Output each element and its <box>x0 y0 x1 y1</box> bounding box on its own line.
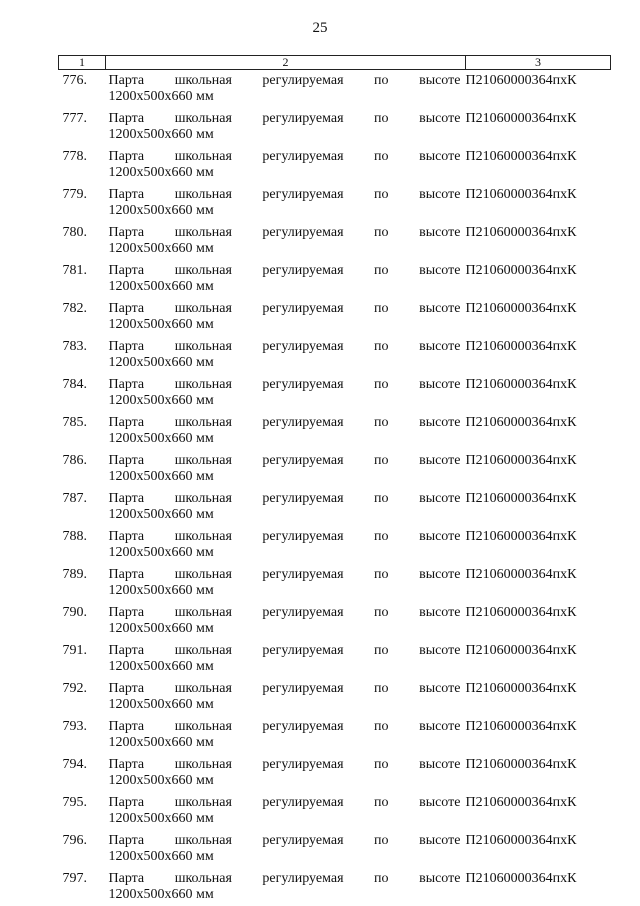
table-row <box>59 184 611 222</box>
item-name-word: по <box>374 643 389 659</box>
item-size: 1200х500х660 мм <box>106 469 466 485</box>
item-size: 1200х500х660 мм <box>106 393 466 409</box>
item-name-word: Парта <box>109 833 145 849</box>
table-row <box>59 374 611 412</box>
item-name-word: регулируемая <box>262 491 343 507</box>
item-size: 1200х500х660 мм <box>106 545 466 561</box>
item-name-line <box>106 643 461 659</box>
item-name-cell <box>106 336 466 374</box>
item-name-word: регулируемая <box>262 225 343 241</box>
item-name-line <box>106 757 461 773</box>
item-size: 1200х500х660 мм <box>106 849 466 865</box>
item-code: П21060000364пхК <box>466 298 611 336</box>
item-name-cell <box>106 792 466 830</box>
table-row <box>59 298 611 336</box>
item-name-cell <box>106 488 466 526</box>
item-size: 1200х500х660 мм <box>106 89 466 105</box>
item-code: П21060000364пхК <box>466 830 611 868</box>
item-size: 1200х500х660 мм <box>106 621 466 637</box>
row-number: 792. <box>59 678 106 716</box>
row-number: 784. <box>59 374 106 412</box>
row-number: 789. <box>59 564 106 602</box>
item-name-word: школьная <box>175 757 232 773</box>
item-name-word: Парта <box>109 453 145 469</box>
item-name-word: высоте <box>419 529 460 545</box>
item-code: П21060000364пхК <box>466 602 611 640</box>
item-name-word: Парта <box>109 529 145 545</box>
item-code: П21060000364пхК <box>466 678 611 716</box>
item-size: 1200х500х660 мм <box>106 507 466 523</box>
item-name-word: Парта <box>109 111 145 127</box>
item-code: П21060000364пхК <box>466 526 611 564</box>
row-number: 781. <box>59 260 106 298</box>
table-row <box>59 754 611 792</box>
item-name-word: по <box>374 263 389 279</box>
item-name-word: по <box>374 339 389 355</box>
item-name-cell <box>106 108 466 146</box>
item-name-word: по <box>374 871 389 887</box>
item-name-word: регулируемая <box>262 453 343 469</box>
item-code: П21060000364пхК <box>466 450 611 488</box>
item-name-word: высоте <box>419 187 460 203</box>
item-name-word: школьная <box>175 149 232 165</box>
item-name-cell <box>106 830 466 868</box>
item-name-word: по <box>374 605 389 621</box>
table-row <box>59 336 611 374</box>
item-name-word: по <box>374 415 389 431</box>
item-name-word: высоте <box>419 757 460 773</box>
item-code: П21060000364пхК <box>466 222 611 260</box>
item-code: П21060000364пхК <box>466 868 611 906</box>
item-name-word: высоте <box>419 719 460 735</box>
item-name-word: Парта <box>109 795 145 811</box>
item-name-word: Парта <box>109 491 145 507</box>
item-code: П21060000364пхК <box>466 260 611 298</box>
item-name-cell <box>106 184 466 222</box>
item-name-word: школьная <box>175 453 232 469</box>
row-number: 788. <box>59 526 106 564</box>
item-name-word: регулируемая <box>262 187 343 203</box>
table-row <box>59 602 611 640</box>
item-size: 1200х500х660 мм <box>106 773 466 789</box>
item-name-cell <box>106 146 466 184</box>
row-number: 780. <box>59 222 106 260</box>
table-row <box>59 564 611 602</box>
item-name-word: регулируемая <box>262 605 343 621</box>
item-name-word: высоте <box>419 643 460 659</box>
item-name-cell <box>106 70 466 109</box>
item-name-cell <box>106 716 466 754</box>
row-number: 791. <box>59 640 106 678</box>
row-number: 797. <box>59 868 106 906</box>
item-name-cell <box>106 412 466 450</box>
item-name-word: регулируемая <box>262 795 343 811</box>
item-name-word: по <box>374 73 389 89</box>
table-row <box>59 716 611 754</box>
item-name-word: школьная <box>175 833 232 849</box>
item-name-word: высоте <box>419 301 460 317</box>
item-name-word: по <box>374 567 389 583</box>
item-name-word: школьная <box>175 871 232 887</box>
table-row <box>59 70 611 109</box>
item-name-word: по <box>374 453 389 469</box>
item-name-word: по <box>374 795 389 811</box>
item-name-word: регулируемая <box>262 339 343 355</box>
item-name-line <box>106 111 461 127</box>
item-name-word: Парта <box>109 643 145 659</box>
item-name-word: школьная <box>175 795 232 811</box>
row-number: 795. <box>59 792 106 830</box>
row-number: 793. <box>59 716 106 754</box>
item-name-line <box>106 681 461 697</box>
item-name-word: школьная <box>175 225 232 241</box>
item-name-word: высоте <box>419 111 460 127</box>
item-name-word: регулируемая <box>262 529 343 545</box>
item-name-cell <box>106 754 466 792</box>
item-name-line <box>106 453 461 469</box>
item-code: П21060000364пхК <box>466 564 611 602</box>
item-name-line <box>106 605 461 621</box>
item-code: П21060000364пхК <box>466 716 611 754</box>
item-name-line <box>106 339 461 355</box>
item-code: П21060000364пхК <box>466 754 611 792</box>
item-name-word: школьная <box>175 643 232 659</box>
item-code: П21060000364пхК <box>466 792 611 830</box>
item-name-word: по <box>374 187 389 203</box>
item-name-word: Парта <box>109 73 145 89</box>
row-number: 796. <box>59 830 106 868</box>
item-size: 1200х500х660 мм <box>106 811 466 827</box>
item-name-word: высоте <box>419 225 460 241</box>
item-name-line <box>106 833 461 849</box>
item-name-word: Парта <box>109 187 145 203</box>
item-code: П21060000364пхК <box>466 640 611 678</box>
item-name-word: высоте <box>419 871 460 887</box>
item-name-word: регулируемая <box>262 111 343 127</box>
item-name-word: регулируемая <box>262 263 343 279</box>
item-name-word: по <box>374 491 389 507</box>
item-name-word: школьная <box>175 377 232 393</box>
item-name-word: по <box>374 757 389 773</box>
item-name-line <box>106 73 461 89</box>
item-name-line <box>106 529 461 545</box>
item-name-word: регулируемая <box>262 757 343 773</box>
item-code: П21060000364пхК <box>466 108 611 146</box>
item-name-cell <box>106 868 466 906</box>
column-header-3: 3 <box>466 56 611 70</box>
item-name-word: высоте <box>419 415 460 431</box>
page-number: 25 <box>0 20 640 37</box>
row-number: 778. <box>59 146 106 184</box>
item-size: 1200х500х660 мм <box>106 317 466 333</box>
item-size: 1200х500х660 мм <box>106 355 466 371</box>
row-number: 783. <box>59 336 106 374</box>
item-name-word: высоте <box>419 681 460 697</box>
item-name-line <box>106 263 461 279</box>
table-row <box>59 792 611 830</box>
item-name-cell <box>106 678 466 716</box>
item-name-word: по <box>374 719 389 735</box>
table-body <box>59 70 611 906</box>
row-number: 790. <box>59 602 106 640</box>
item-name-word: Парта <box>109 757 145 773</box>
item-name-line <box>106 301 461 317</box>
item-name-word: высоте <box>419 453 460 469</box>
item-name-line <box>106 149 461 165</box>
table-header-row <box>59 56 611 70</box>
item-name-word: школьная <box>175 187 232 203</box>
item-name-line <box>106 795 461 811</box>
item-name-line <box>106 187 461 203</box>
item-size: 1200х500х660 мм <box>106 279 466 295</box>
item-code: П21060000364пхК <box>466 412 611 450</box>
item-size: 1200х500х660 мм <box>106 203 466 219</box>
item-name-cell <box>106 450 466 488</box>
item-name-cell <box>106 602 466 640</box>
item-code: П21060000364пхК <box>466 336 611 374</box>
table-row <box>59 108 611 146</box>
item-name-word: регулируемая <box>262 833 343 849</box>
item-size: 1200х500х660 мм <box>106 735 466 751</box>
item-name-word: регулируемая <box>262 871 343 887</box>
item-code: П21060000364пхК <box>466 488 611 526</box>
item-name-word: школьная <box>175 605 232 621</box>
item-name-word: по <box>374 149 389 165</box>
row-number: 786. <box>59 450 106 488</box>
item-name-word: регулируемая <box>262 719 343 735</box>
item-name-word: высоте <box>419 339 460 355</box>
item-size: 1200х500х660 мм <box>106 887 466 903</box>
item-name-word: Парта <box>109 263 145 279</box>
row-number: 785. <box>59 412 106 450</box>
item-name-line <box>106 415 461 431</box>
item-name-word: регулируемая <box>262 415 343 431</box>
row-number: 779. <box>59 184 106 222</box>
table-row <box>59 640 611 678</box>
item-name-word: регулируемая <box>262 377 343 393</box>
item-name-word: школьная <box>175 529 232 545</box>
table-row <box>59 868 611 906</box>
item-name-line <box>106 719 461 735</box>
item-name-word: регулируемая <box>262 681 343 697</box>
item-name-word: Парта <box>109 301 145 317</box>
item-name-word: школьная <box>175 111 232 127</box>
row-number: 782. <box>59 298 106 336</box>
table-row <box>59 526 611 564</box>
item-name-word: высоте <box>419 833 460 849</box>
item-code: П21060000364пхК <box>466 70 611 109</box>
table-row <box>59 412 611 450</box>
item-name-word: регулируемая <box>262 73 343 89</box>
row-number: 776. <box>59 70 106 109</box>
item-name-word: школьная <box>175 301 232 317</box>
item-name-word: Парта <box>109 149 145 165</box>
item-size: 1200х500х660 мм <box>106 659 466 675</box>
item-name-word: Парта <box>109 415 145 431</box>
item-name-word: регулируемая <box>262 301 343 317</box>
item-code: П21060000364пхК <box>466 184 611 222</box>
item-name-word: регулируемая <box>262 149 343 165</box>
items-table <box>58 55 611 906</box>
item-name-cell <box>106 374 466 412</box>
item-code: П21060000364пхК <box>466 146 611 184</box>
item-name-word: Парта <box>109 871 145 887</box>
table-row <box>59 488 611 526</box>
table-row <box>59 678 611 716</box>
item-name-word: Парта <box>109 225 145 241</box>
row-number: 787. <box>59 488 106 526</box>
item-name-word: высоте <box>419 377 460 393</box>
item-name-line <box>106 491 461 507</box>
row-number: 794. <box>59 754 106 792</box>
item-name-cell <box>106 526 466 564</box>
item-name-word: Парта <box>109 339 145 355</box>
item-name-line <box>106 377 461 393</box>
column-header-1: 1 <box>59 56 106 70</box>
row-number: 777. <box>59 108 106 146</box>
item-name-word: высоте <box>419 567 460 583</box>
item-name-cell <box>106 564 466 602</box>
item-name-word: школьная <box>175 415 232 431</box>
item-name-word: школьная <box>175 719 232 735</box>
item-size: 1200х500х660 мм <box>106 431 466 447</box>
item-name-line <box>106 225 461 241</box>
item-code: П21060000364пхК <box>466 374 611 412</box>
table-header <box>59 56 611 70</box>
table-row <box>59 260 611 298</box>
item-name-word: Парта <box>109 567 145 583</box>
item-size: 1200х500х660 мм <box>106 241 466 257</box>
item-name-word: школьная <box>175 567 232 583</box>
item-size: 1200х500х660 мм <box>106 127 466 143</box>
table-row <box>59 450 611 488</box>
item-name-cell <box>106 222 466 260</box>
item-name-word: высоте <box>419 149 460 165</box>
item-name-cell <box>106 260 466 298</box>
item-name-word: высоте <box>419 605 460 621</box>
item-name-word: Парта <box>109 719 145 735</box>
item-name-line <box>106 871 461 887</box>
item-name-word: высоте <box>419 795 460 811</box>
item-name-word: по <box>374 225 389 241</box>
item-name-word: регулируемая <box>262 567 343 583</box>
item-name-word: по <box>374 681 389 697</box>
item-name-word: Парта <box>109 681 145 697</box>
item-size: 1200х500х660 мм <box>106 165 466 181</box>
item-name-word: школьная <box>175 339 232 355</box>
item-name-word: по <box>374 301 389 317</box>
item-name-word: по <box>374 833 389 849</box>
table-row <box>59 146 611 184</box>
item-name-cell <box>106 298 466 336</box>
item-name-word: по <box>374 377 389 393</box>
table-row <box>59 222 611 260</box>
item-name-word: Парта <box>109 605 145 621</box>
item-name-word: школьная <box>175 681 232 697</box>
item-name-word: высоте <box>419 491 460 507</box>
item-name-word: по <box>374 529 389 545</box>
table-row <box>59 830 611 868</box>
item-name-word: высоте <box>419 263 460 279</box>
item-size: 1200х500х660 мм <box>106 583 466 599</box>
item-name-word: Парта <box>109 377 145 393</box>
item-name-line <box>106 567 461 583</box>
item-name-cell <box>106 640 466 678</box>
item-name-word: регулируемая <box>262 643 343 659</box>
item-name-word: школьная <box>175 263 232 279</box>
item-name-word: высоте <box>419 73 460 89</box>
item-name-word: школьная <box>175 491 232 507</box>
item-size: 1200х500х660 мм <box>106 697 466 713</box>
column-header-2: 2 <box>106 56 466 70</box>
item-name-word: школьная <box>175 73 232 89</box>
item-name-word: по <box>374 111 389 127</box>
